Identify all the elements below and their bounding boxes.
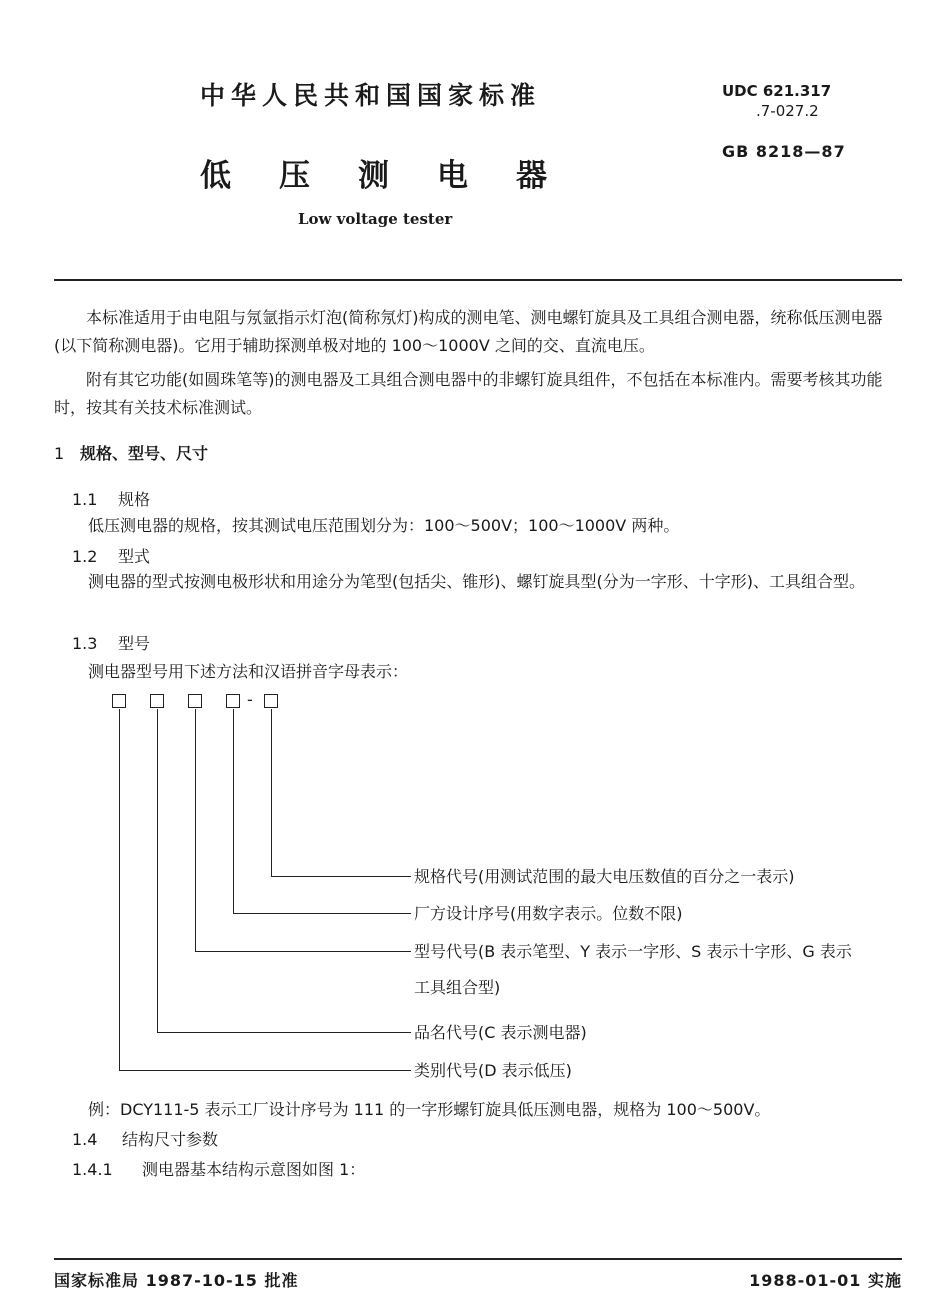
label-type-code-cont: 工具组合型) [414,978,501,997]
code-box-type [188,694,202,708]
section-1-3-number: 1.3 [72,634,98,653]
section-1-4-1-number: 1.4.1 [72,1160,113,1179]
code-box-spec [264,694,278,708]
label-category-code: 类别代号(D 表示低压) [414,1061,572,1080]
footer-divider [54,1258,902,1260]
leader-h-spec [271,876,411,877]
leader-category [119,709,120,1070]
leader-h-category [119,1070,411,1071]
label-spec-code: 规格代号(用测试范围的最大电压数值的百分之一表示) [414,867,795,886]
document-title-english: Low voltage tester [298,210,453,228]
section-1-3-text: 测电器型号用下述方法和汉语拼音字母表示： [88,662,409,681]
example-text: 例：DCY111-5 表示工厂设计序号为 111 的一字形螺钉旋具低压测电器，规格为 100～500V。 [88,1100,771,1119]
effective-date: 1988-01-01 实施 [749,1271,902,1290]
leader-product [157,709,158,1032]
label-design-seq: 厂方设计序号(用数字表示。位数不限) [414,904,683,923]
section-1-4-number: 1.4 [72,1130,98,1149]
leader-h-design-seq [233,913,411,914]
issuing-body-title: 中华人民共和国国家标准 [200,81,542,110]
section-1-heading: 规格、型号、尺寸 [80,444,209,463]
approval-date: 国家标准局 1987-10-15 批准 [54,1271,299,1290]
section-1-1-heading: 规格 [118,490,151,509]
label-product-code: 品名代号(C 表示测电器) [414,1023,587,1042]
header-divider [54,279,902,281]
code-dash: - [247,690,253,709]
section-1-4-heading: 结构尺寸参数 [122,1130,219,1149]
leader-h-type [195,951,411,952]
leader-h-product [157,1032,411,1033]
intro-paragraph-1: 本标准适用于由电阻与氖氩指示灯泡(简称氖灯)构成的测电笔、测电螺钉旋具及工具组合测电器，统称低压测电器(以下简称测电器)。它用于辅助探测单极对地的 100～1000V 之间的交、直流电压。 [54,308,883,355]
document-title: 低压测电器 [200,158,595,194]
section-1-2-heading: 型式 [118,547,151,566]
code-box-design-seq [226,694,240,708]
section-1-1-text: 低压测电器的规格，按其测试电压范围划分为：100～500V；100～1000V 两种。 [88,516,680,535]
code-box-product [150,694,164,708]
label-type-code: 型号代号(B 表示笔型、Y 表示一字形、S 表示十字形、G 表示 [414,942,852,961]
leader-type [195,709,196,951]
section-1-1-number: 1.1 [72,490,98,509]
section-1-2-number: 1.2 [72,547,98,566]
code-box-category [112,694,126,708]
gb-standard-number: GB 8218—87 [722,142,846,161]
section-1-number: 1 [54,444,65,463]
udc-code-line1: UDC 621.317 [722,82,832,100]
intro-paragraph-2: 附有其它功能(如圆珠笔等)的测电器及工具组合测电器中的非螺钉旋具组件，不包括在本标准内。需要考核其功能时，按其有关技术标准测试。 [54,370,883,417]
section-1-4-1-text: 测电器基本结构示意图如图 1： [142,1160,366,1179]
leader-spec [271,709,272,876]
udc-code-line2: .7-027.2 [756,102,819,120]
section-1-2-text: 测电器的型式按测电极形状和用途分为笔型(包括尖、锥形)、螺钉旋具型(分为一字形、十字形)、工具组合型。 [88,572,865,591]
leader-design-seq [233,709,234,913]
section-1-3-heading: 型号 [118,634,151,653]
